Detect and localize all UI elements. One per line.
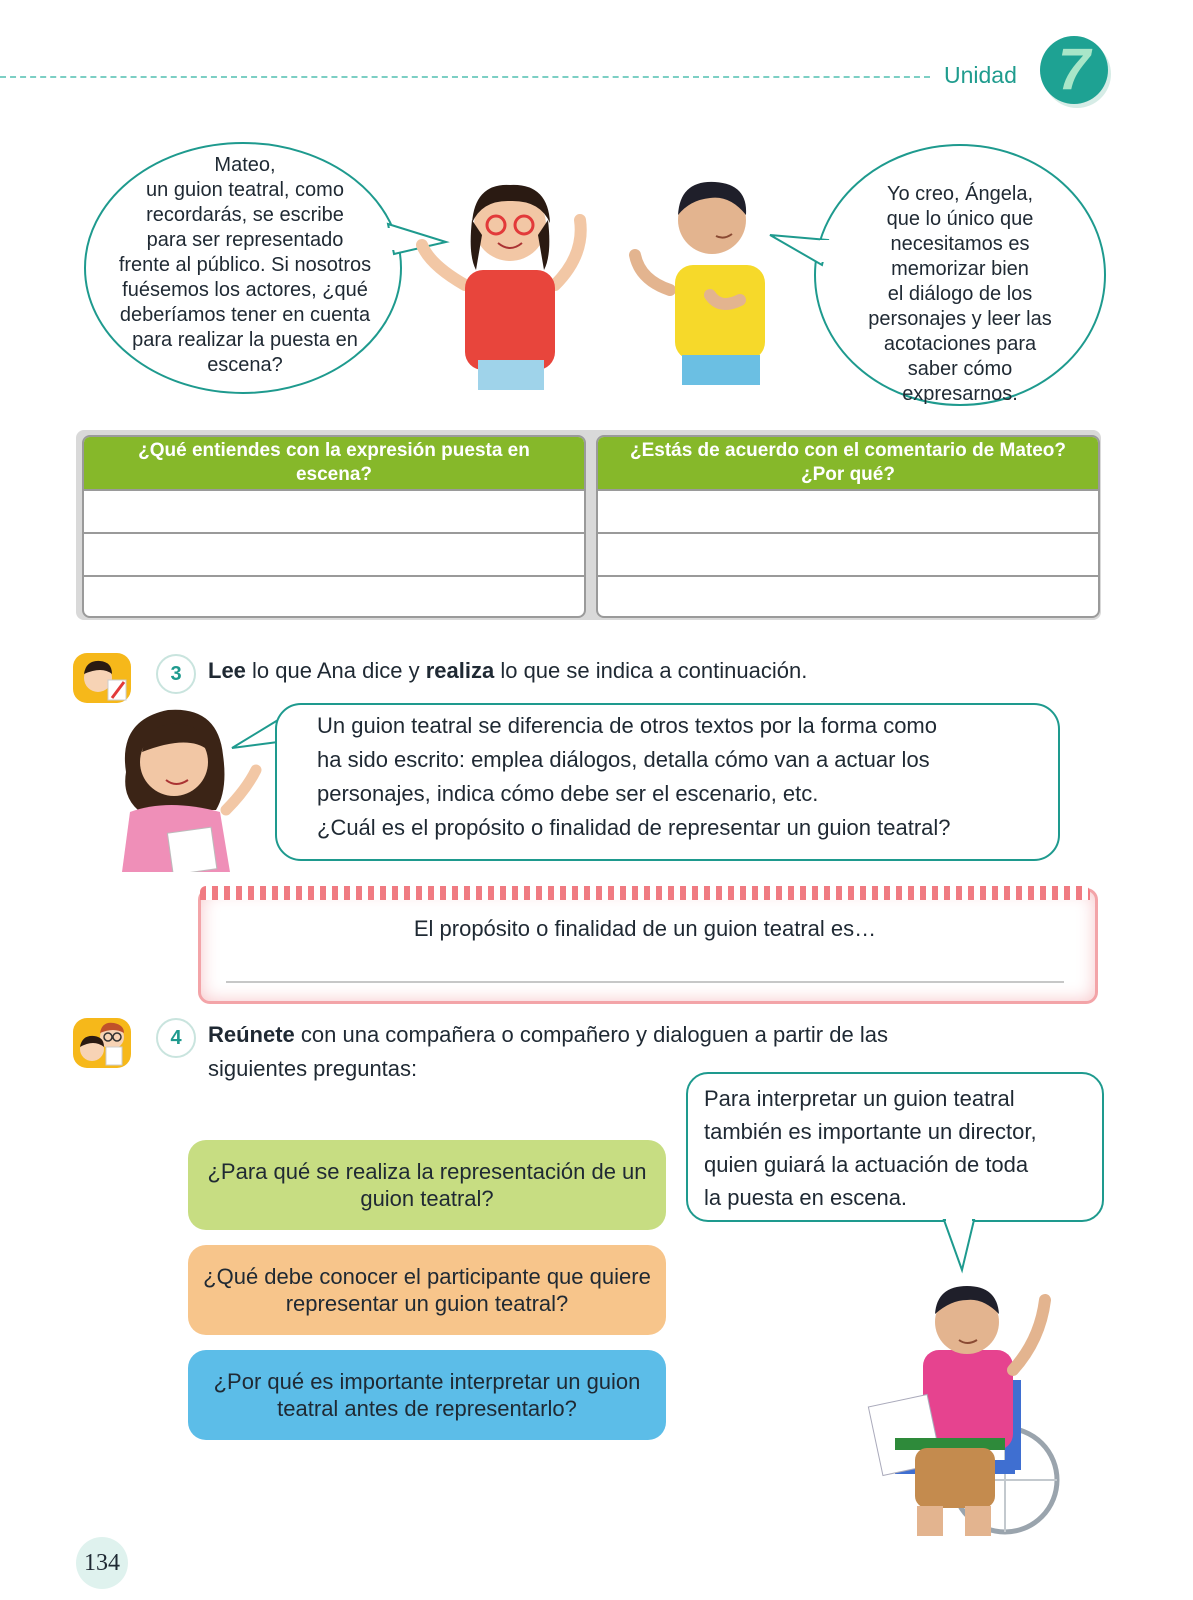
boy-bubble-line: Para interpretar un guion teatral bbox=[704, 1086, 1015, 1111]
individual-work-icon bbox=[72, 652, 134, 706]
instruction-verb: Reúnete bbox=[208, 1022, 295, 1047]
ana-bubble-line: ¿Cuál es el propósito o finalidad de representar un guion teatral? bbox=[317, 815, 951, 840]
bubble-right-line: Yo creo, Ángela, bbox=[886, 183, 1034, 205]
boy-bubble-tail bbox=[940, 1218, 980, 1274]
instruction-text: con una compañera o compañero y dialoguen a partir de las bbox=[294, 1022, 888, 1047]
bubble-right-line: personajes y leer las bbox=[868, 308, 1052, 330]
question-column-left bbox=[82, 435, 586, 618]
boy-speech-bubble bbox=[686, 1072, 1104, 1222]
notepad-spiral bbox=[200, 886, 1090, 900]
speech-bubble-left bbox=[90, 153, 400, 378]
unit-label: Unidad bbox=[944, 62, 1017, 88]
boy-bubble-line: la puesta en escena. bbox=[704, 1185, 908, 1210]
bubble-left-line: escena? bbox=[207, 354, 283, 376]
notepad-answer-line[interactable] bbox=[226, 981, 1064, 983]
answer-notepad bbox=[198, 888, 1098, 1004]
bubble-left-line: frente al público. Si nosotros bbox=[118, 254, 372, 276]
bubble-right-line: saber cómo bbox=[907, 358, 1013, 380]
ana-speech-bubble bbox=[275, 703, 1060, 861]
bubble-left-line: fuésemos los actores, ¿qué bbox=[122, 279, 368, 301]
instruction-text: lo que se indica a continuación. bbox=[494, 658, 808, 683]
bubble-left-line: Mateo, bbox=[214, 154, 276, 176]
answer-line[interactable] bbox=[598, 575, 1098, 618]
bubble-right-line: acotaciones para bbox=[883, 333, 1037, 355]
question-header-left: ¿Qué entiendes con la expresión puesta en escena? bbox=[84, 437, 584, 489]
bubble-left-line: deberíamos tener en cuenta bbox=[119, 304, 371, 326]
boy-bubble-line: quien guiará la actuación de toda bbox=[704, 1152, 1029, 1177]
boy-wheelchair-illustration bbox=[855, 1270, 1095, 1540]
answer-line[interactable] bbox=[598, 489, 1098, 532]
bubble-right-line: el diálogo de los bbox=[887, 283, 1033, 305]
bubble-left-line: un guion teatral, como bbox=[146, 179, 344, 201]
page-number: 134 bbox=[76, 1537, 128, 1589]
answer-line[interactable] bbox=[84, 575, 584, 618]
activity-number-4: 4 bbox=[156, 1018, 196, 1058]
activity-3-instruction bbox=[208, 654, 807, 688]
bubble-left-line: para ser representado bbox=[146, 229, 344, 251]
pair-work-icon bbox=[72, 1017, 134, 1071]
answer-line[interactable] bbox=[84, 489, 584, 532]
question-header-right: ¿Estás de acuerdo con el comentario de Mateo? ¿Por qué? bbox=[598, 437, 1098, 489]
instruction-text: siguientes preguntas: bbox=[208, 1056, 418, 1081]
bubble-left-line: para realizar la puesta en bbox=[132, 329, 358, 351]
bubble-right-line: memorizar bien bbox=[891, 258, 1029, 280]
bubble-right-line: que lo único que bbox=[886, 208, 1034, 230]
question-pill: ¿Qué debe conocer el participante que quiere representar un guion teatral? bbox=[188, 1245, 666, 1335]
instruction-verb: realiza bbox=[425, 658, 495, 683]
girl-angela-illustration bbox=[410, 175, 610, 405]
question-pill: ¿Para qué se realiza la representación de un guion teatral? bbox=[188, 1140, 666, 1230]
notepad-prompt: El propósito o finalidad de un guion teatral es… bbox=[413, 916, 877, 941]
ana-bubble-line: personajes, indica cómo debe ser el escenario, etc. bbox=[317, 781, 819, 806]
instruction-verb: Lee bbox=[208, 658, 246, 683]
answer-line[interactable] bbox=[598, 532, 1098, 575]
bubble-right-line: expresarnos. bbox=[902, 383, 1018, 405]
activity-number-3: 3 bbox=[156, 654, 196, 694]
boy-bubble-line: también es importante un director, bbox=[704, 1119, 1037, 1144]
answer-line[interactable] bbox=[84, 532, 584, 575]
bubble-left-line: recordarás, se escribe bbox=[146, 204, 344, 226]
bubble-right-line: necesitamos es bbox=[890, 233, 1030, 255]
speech-bubble-right bbox=[845, 182, 1075, 407]
question-pill: ¿Por qué es importante interpretar un guion teatral antes de representarlo? bbox=[188, 1350, 666, 1440]
instruction-text: lo que Ana dice y bbox=[245, 658, 426, 683]
ana-bubble-line: Un guion teatral se diferencia de otros textos por la forma como bbox=[317, 713, 937, 738]
header-divider bbox=[0, 76, 930, 78]
unit-number-badge: 7 bbox=[1040, 36, 1108, 104]
question-column-right bbox=[596, 435, 1100, 618]
ana-bubble-line: ha sido escrito: emplea diálogos, detalla cómo van a actuar los bbox=[317, 747, 930, 772]
